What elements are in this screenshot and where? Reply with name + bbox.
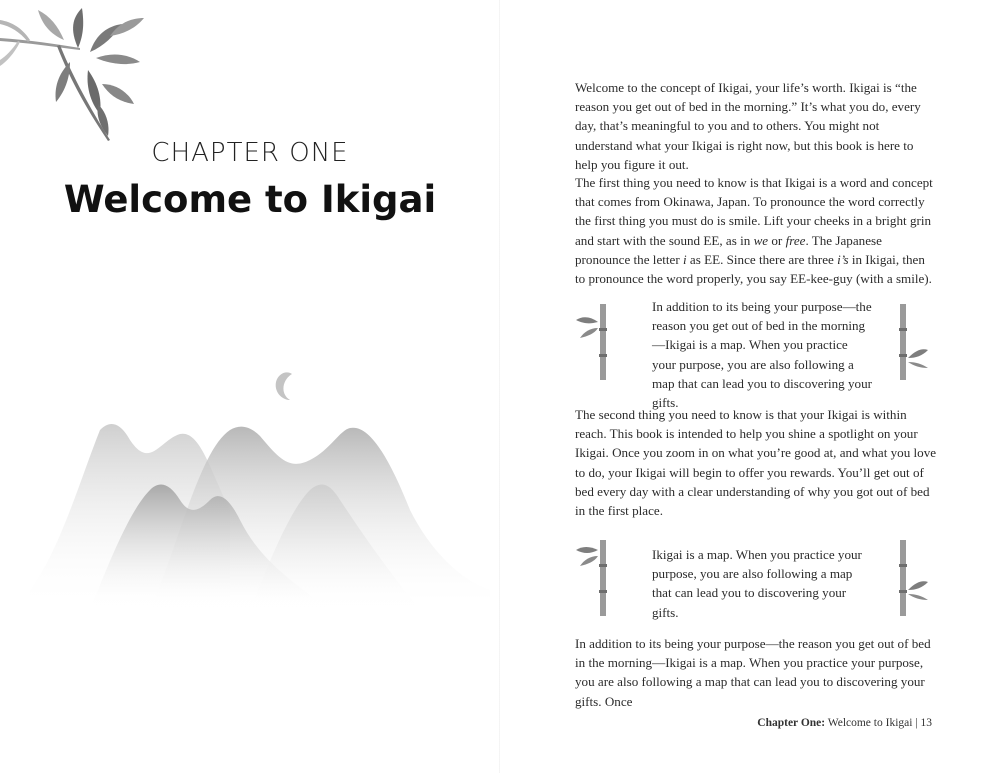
bamboo-stalk-icon [898,540,930,616]
callout-1-text: In addition to its being your purpose—the reason you get out of bed in the morning—Ikigai is a map. When you practice your purpose, you are also following a map that can lead you to discovering your gifts. [652,299,872,411]
paragraph-3-text: The second thing you need to know is that your Ikigai is within reach. This book is intended to help you shine a spotlight on your Ikigai. Once you zoom in on what you’re good at, and what you love to do, your Ikigai will begin to offer you rewards. You’ll get out of bed every day with a clear understanding of why you got out of bed in the first place. [575,407,937,519]
bamboo-stalk-icon [576,304,616,380]
paragraph-2-italic-i: i [682,251,687,267]
paragraph-3 [575,405,937,520]
paragraph-2-italic-we: we [753,232,769,248]
paragraph-2-italic-free: free [785,232,806,248]
callout-2-text: Ikigai is a map. When you practice your purpose, you are also following a map that can lead you to discovering your gifts. [652,547,862,620]
paragraph-1-text: Welcome to the concept of Ikigai, your life’s worth. Ikigai is “the reason you get out of bed in the morning.” It’s what you do, every day, that’s meaningful to you and to others. You might not understand what your Ikigai is right now, but this book is here to help you figure it out. [575,80,921,172]
footer-chapter: Chapter One: [757,717,826,729]
paragraph-2-part-5: in Ikigai, then to pronounce the word properly, you say EE-kee-guy (with a smile). [575,251,932,287]
paragraph-4 [575,634,937,711]
misty-mountains-icon [30,360,490,610]
chapter-label: CHAPTER ONE [151,138,349,168]
footer-title: Welcome to Ikigai [825,717,913,729]
callout-1 [652,297,874,412]
bamboo-leaves-icon [0,0,160,150]
chapter-title: Welcome to Ikigai [63,178,437,221]
crescent-moon-icon [276,372,292,400]
paragraph-2-part-2: or [768,232,786,248]
running-footer [640,717,932,729]
paragraph-2-part-3: . The Japanese pronounce the letter [575,232,882,267]
bamboo-stalk-icon [576,540,616,616]
paragraph-2-italic-is: i’s [837,251,849,267]
bamboo-stalk-icon [898,304,930,380]
paragraph-2-text [575,173,937,288]
callout-2 [652,545,874,622]
paragraph-2 [575,173,937,288]
page-number: 13 [920,717,932,729]
paragraph-4-text: In addition to its being your purpose—the reason you get out of bed in the morning—Ikigai is a map. When you practice your purpose, you are also following a map that can lead you to discovering your gifts. Once [575,636,931,709]
paragraph-2-part-1: The first thing you need to know is that Ikigai is a word and concept that comes from Okinawa, Japan. To pronounce the word correctly the first thing you must do is smile. Lift your cheeks in a bright grin and start with the sound EE, as in [575,175,933,248]
paragraph-1 [575,78,937,174]
paragraph-2-part-4: as EE. Since there are three [686,251,838,267]
footer-separator: | [915,717,918,729]
